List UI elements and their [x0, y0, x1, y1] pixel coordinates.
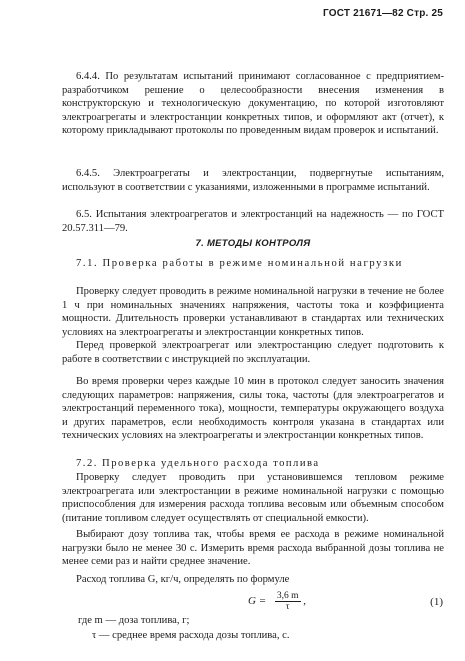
heading-7-1: 7.1. Проверка работы в режиме номинальной нагрузки	[76, 258, 403, 269]
formula-1	[248, 591, 306, 612]
paragraph-7-1-c: Во время проверки через каждые 10 мин в протокол следует заносить значения следующих параметров: напряжения, силы тока, частоты (для электроагрегатов и электростанций переменного тока), мощности, температуры окружающего воздуха и других параметров, если необходимость контроля указана в стандартах или технических условиях на электроагрегаты и электростанции конкретных типов.	[62, 376, 444, 442]
page-header: ГОСТ 21671—82 Стр. 25	[323, 8, 443, 19]
section-title: 7. МЕТОДЫ КОНТРОЛЯ	[195, 238, 311, 249]
paragraph-7-2-c: Расход топлива G, кг/ч, определять по формуле	[76, 574, 290, 585]
formula-number: (1)	[430, 596, 443, 608]
formula-lhs: G =	[248, 595, 267, 608]
paragraph-7-1-b: Перед проверкой электроагрегат или электростанцию следует подготовить к работе в соответствии с инструкцией по эксплуатации.	[62, 340, 444, 365]
paragraph-7-2-b: Выбирают дозу топлива так, чтобы время ее расхода в режиме номинальной нагрузки было не менее 30 с. Измерить время расхода выбранной дозы топлива не менее семи раз и найти среднее значение.	[62, 529, 444, 568]
formula-fraction	[275, 591, 301, 612]
where-line-1: где m — доза топлива, г;	[78, 615, 190, 626]
paragraph-6-4-5: 6.4.5. Электроагрегаты и электростанции, подвергнутые испытаниям, используют в соответствии с указаниями, изложенными в программе испытаний.	[62, 168, 444, 193]
paragraph-7-2-a: Проверку следует проводить при установившемся тепловом режиме электроагрегата или электростанции в режиме номинальной нагрузки с помощью приспособления для измерения расхода топлива весовым или объемным способом (питание топливом следует осуществлять от специальной емкости).	[62, 472, 444, 524]
where-line-2: τ — среднее время расхода дозы топлива, с.	[92, 630, 290, 641]
paragraph-6-4-4: 6.4.4. По результатам испытаний принимают согласованное с предприятием-разработчиком решение о целесообразности внесения изменения в конструкторскую и технологическую документацию, по которой изготовляют электроагрегаты и электростанции конкретных типов, и оформляют акт (отчет), к которому прикладывают протоколы по проведенным видам проверок и испытаний.	[62, 71, 444, 137]
paragraph-7-1-a: Проверку следует проводить в режиме номинальной нагрузки в течение не более 1 ч при номинальных значениях напряжения, частоты тока и коэффициента мощности. Длительность проверки устанавливают в стандартах или технических условиях на электроагрегаты и электростанции конкретных типов.	[62, 286, 444, 338]
formula-tail: ,	[303, 595, 307, 608]
formula-numerator: 3,6 m	[276, 591, 299, 601]
heading-7-2: 7.2. Проверка удельного расхода топлива	[76, 458, 320, 469]
formula-denominator: τ	[285, 602, 290, 612]
paragraph-6-5: 6.5. Испытания электроагрегатов и электростанций на надежность — по ГОСТ 20.57.311—79.	[62, 209, 444, 234]
